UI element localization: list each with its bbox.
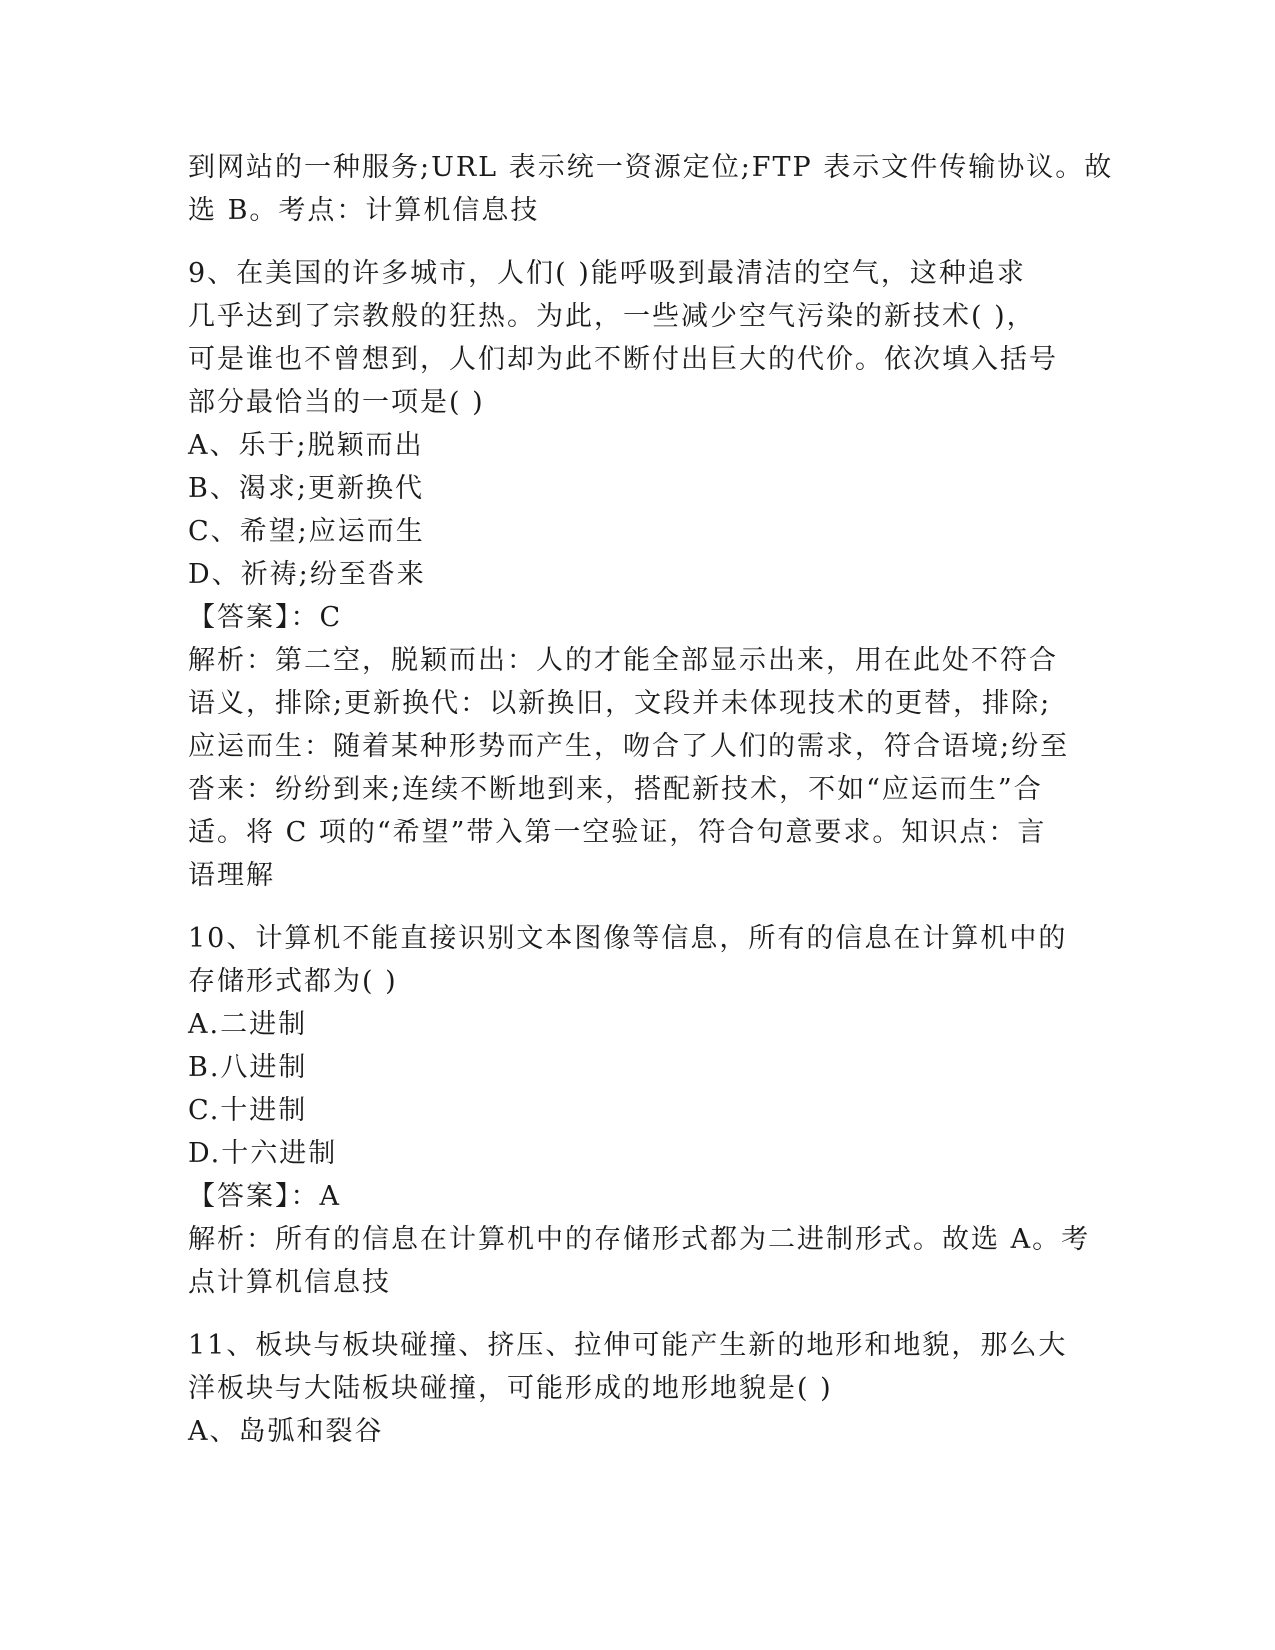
option-c: C.十进制: [188, 1095, 308, 1126]
question-stem-line: 9、在美国的许多城市，人们( )能呼吸到最清洁的空气，这种追求: [188, 258, 1026, 289]
analysis-line: 应运而生：随着某种形势而产生，吻合了人们的需求，符合语境;纷至: [188, 731, 1070, 762]
text-line: 选 B。考点：计算机信息技: [188, 195, 540, 226]
question-stem-line: 10、计算机不能直接识别文本图像等信息，所有的信息在计算机中的: [188, 923, 1068, 954]
option-a: A.二进制: [188, 1009, 308, 1040]
option-b: B.八进制: [188, 1052, 308, 1083]
intro-analysis: [188, 146, 1114, 232]
option-d: D.十六进制: [188, 1138, 338, 1169]
question-10: [188, 917, 1091, 1304]
analysis-line: 沓来：纷纷到来;连续不断地到来，搭配新技术，不如“应运而生”合: [188, 774, 1043, 805]
question-stem-line: 存储形式都为( ): [188, 966, 398, 997]
option-b: B、渴求;更新换代: [188, 473, 424, 504]
answer-line: 【答案】：A: [188, 1181, 341, 1212]
analysis-line: 解析：所有的信息在计算机中的存储形式都为二进制形式。故选 A。考: [188, 1224, 1091, 1255]
analysis-line: 点计算机信息技: [188, 1267, 391, 1298]
spacer: [188, 1304, 1078, 1324]
option-a: A、乐于;脱颖而出: [188, 430, 424, 461]
spacer: [188, 232, 1078, 252]
question-stem-line: 几乎达到了宗教般的狂热。为此，一些减少空气污染的新技术( )，: [188, 301, 1036, 332]
analysis-line: 语义，排除;更新换代：以新换旧，文段并未体现技术的更替，排除;: [188, 688, 1052, 719]
question-9: [188, 252, 1078, 897]
analysis-line: 适。将 C 项的“希望”带入第一空验证，符合句意要求。知识点：言: [188, 817, 1047, 848]
document-page: [188, 146, 1114, 1453]
text-line: 到网站的一种服务;URL 表示统一资源定位;FTP 表示文件传输协议。故: [188, 152, 1114, 183]
spacer: [188, 897, 1078, 917]
option-d: D、祈祷;纷至沓来: [188, 559, 426, 590]
question-stem-line: 部分最恰当的一项是( ): [188, 387, 485, 418]
option-a: A、岛弧和裂谷: [188, 1416, 384, 1447]
question-stem-line: 可是谁也不曾想到，人们却为此不断付出巨大的代价。依次填入括号: [188, 344, 1058, 375]
option-c: C、希望;应运而生: [188, 516, 425, 547]
analysis-line: 解析：第二空，脱颖而出：人的才能全部显示出来，用在此处不符合: [188, 645, 1058, 676]
answer-line: 【答案】：C: [188, 602, 343, 633]
question-11: [188, 1324, 1078, 1453]
question-stem-line: 洋板块与大陆板块碰撞，可能形成的地形地貌是( ): [188, 1373, 833, 1404]
question-stem-line: 11、板块与板块碰撞、挤压、拉伸可能产生新的地形和地貌，那么大: [188, 1330, 1068, 1361]
analysis-line: 语理解: [188, 860, 275, 891]
